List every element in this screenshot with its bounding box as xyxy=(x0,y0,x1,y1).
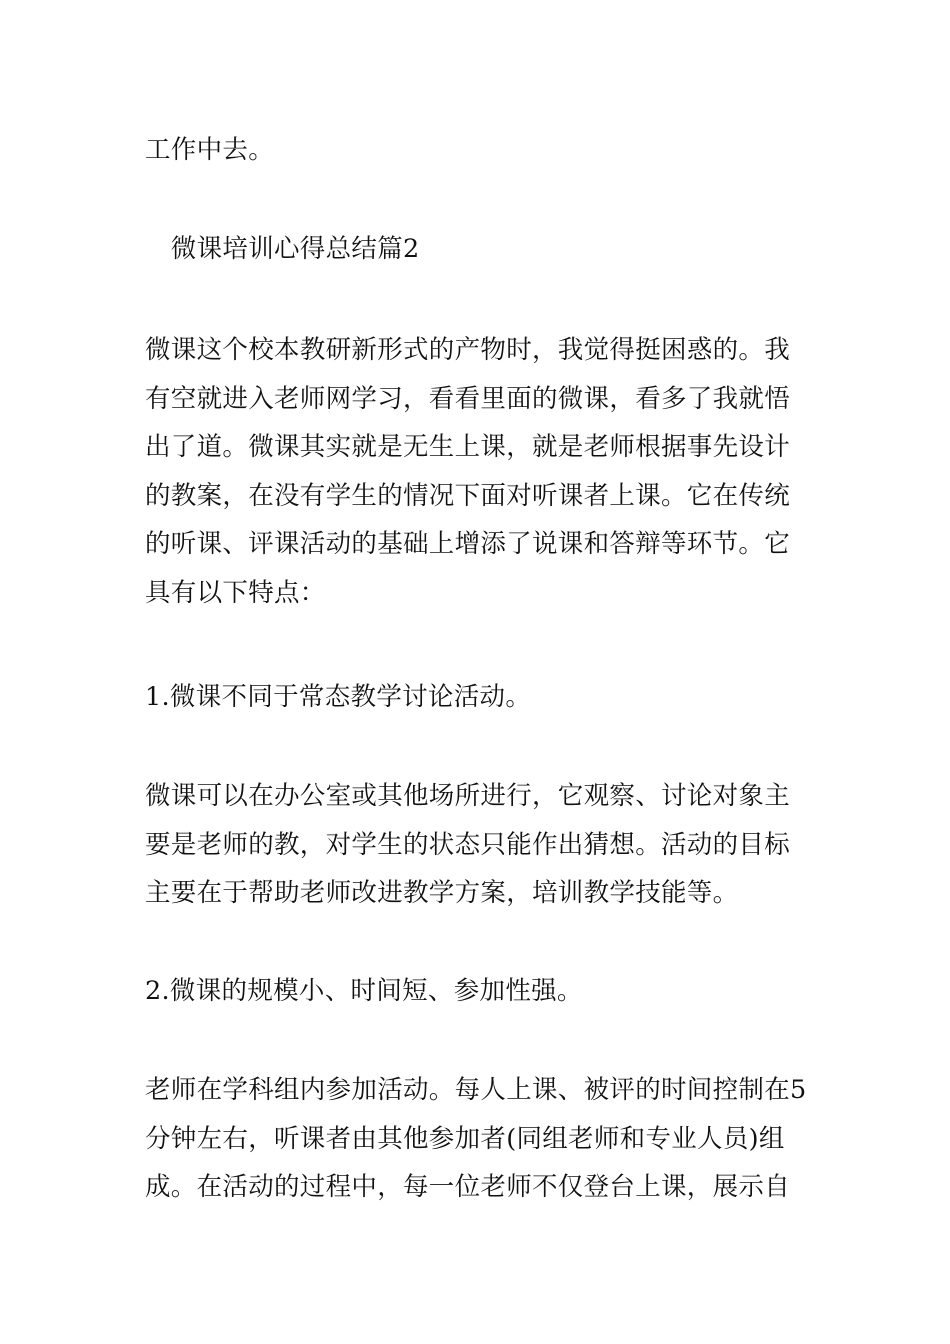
paragraph-point-1: 微课可以在办公室或其他场所进行，它观察、讨论对象主要是老师的教，对学生的状态只能作出猜想。活动的目标主要在于帮助老师改进教学方案，培训教学技能等。 xyxy=(145,781,791,908)
point-heading-1: 1.微课不同于常态教学讨论活动。 xyxy=(145,682,532,712)
point-heading-2: 2.微课的规模小、时间短、参加性强。 xyxy=(145,976,583,1006)
paragraph-intro: 微课这个校本教研新形式的产物时，我觉得挺困惑的。我有空就进入老师网学习，看看里面的微课，看多了我就悟出了道。微课其实就是无生上课，就是老师根据事先设计的教案，在没有学生的情况下面对听课者上课。它在传统的听课、评课活动的基础上增添了说课和答辩等环节。它具有以下特点： xyxy=(145,335,791,608)
paragraph-continuation: 工作中去。 xyxy=(145,135,275,165)
paragraph-point-2: 老师在学科组内参加活动。每人上课、被评的时间控制在5分钟左右，听课者由其他参加者(同组老师和专业人员)组成。在活动的过程中，每一位老师不仅登台上课，展示自 xyxy=(145,1075,807,1202)
section-heading: 微课培训心得总结篇2 xyxy=(145,234,420,264)
